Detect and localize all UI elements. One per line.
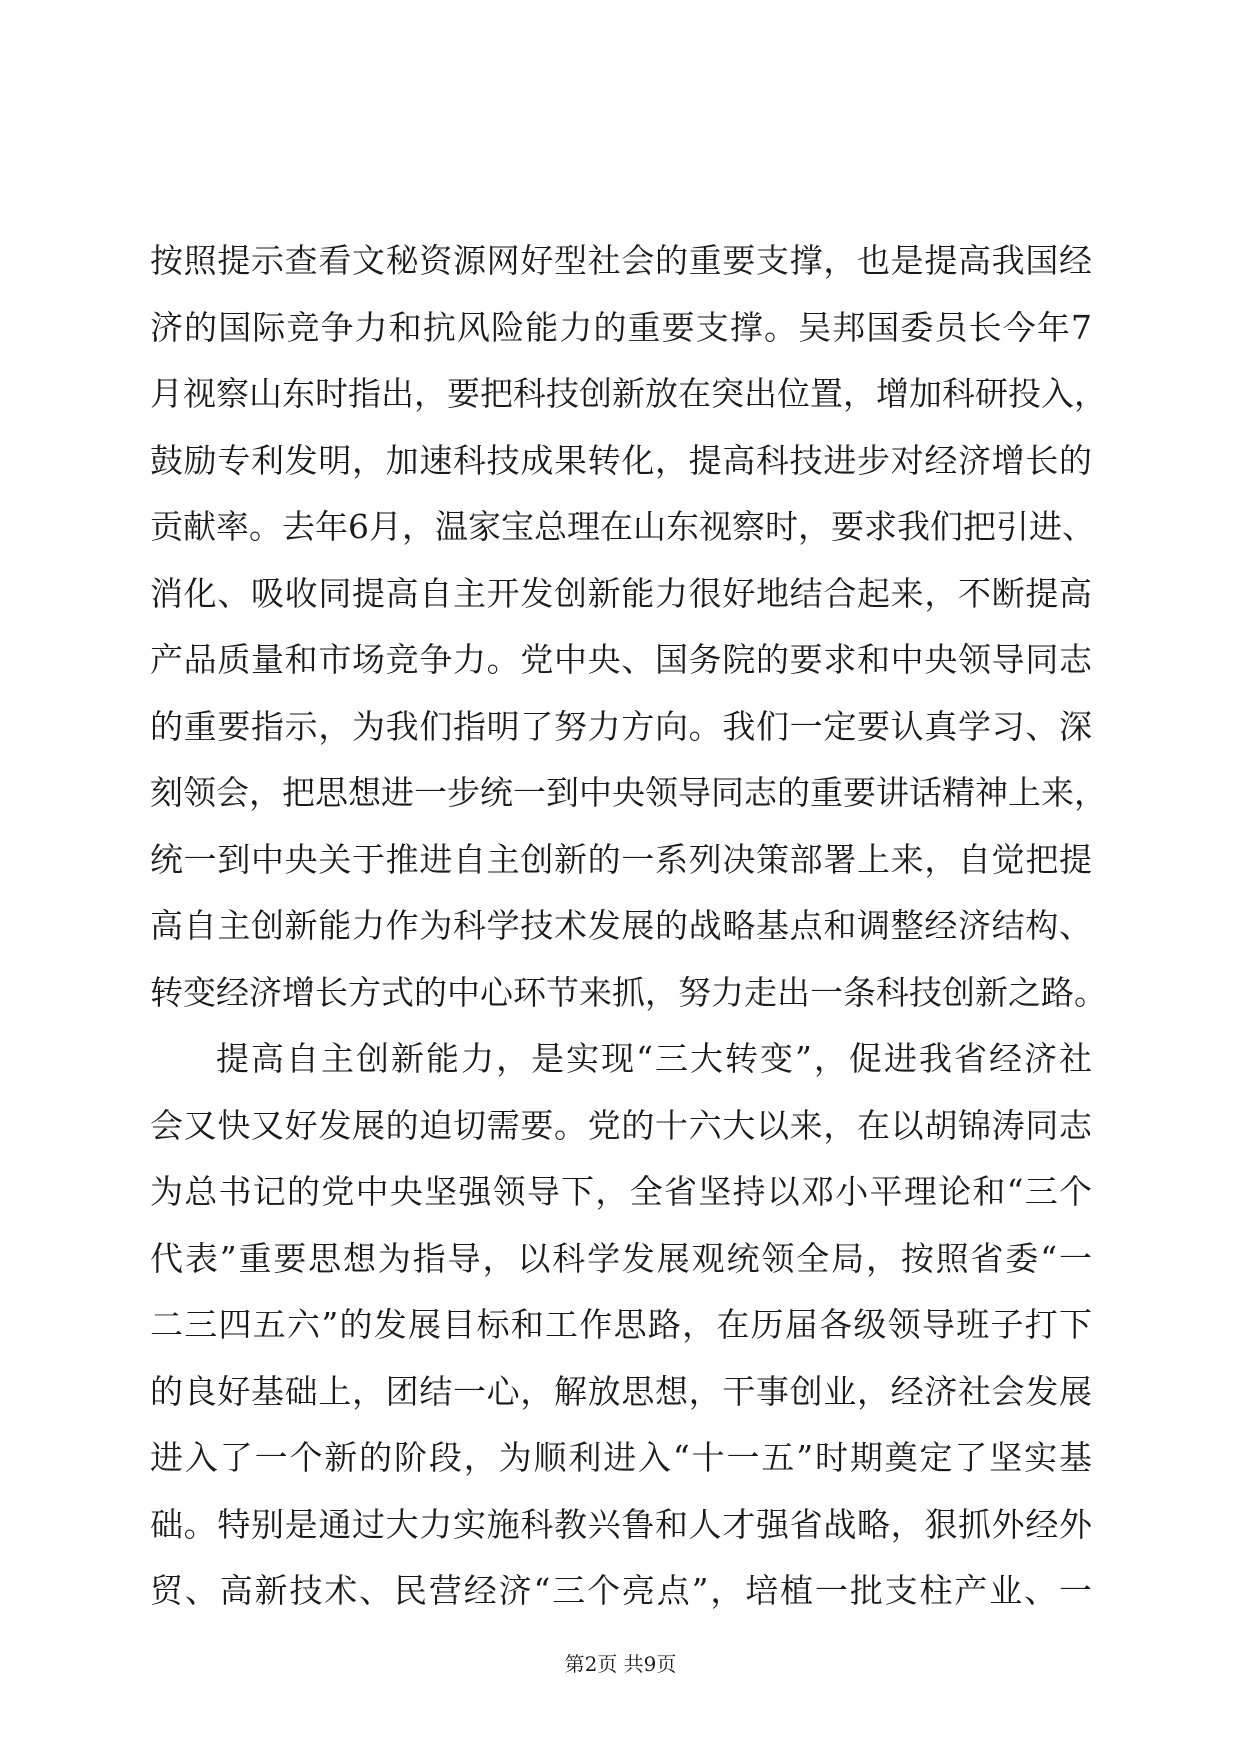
text-line: 进入了一个新的阶段，为顺利进入“十一五”时期奠定了坚实基 [150, 1438, 1092, 1477]
text-line: 统一到中央关于推进自主创新的一系列决策部署上来，自觉把提 [150, 839, 1092, 879]
document-body [150, 228, 1107, 1625]
text-line: 提高自主创新能力，是实现“三大转变”，促进我省经济社 [216, 1039, 1092, 1078]
text-line: 按照提示查看文秘资源网好型社会的重要支撑，也是提高我国经 [150, 241, 1092, 280]
text-line: 的重要指示，为我们指明了努力方向。我们一定要认真学习、深 [150, 706, 1092, 746]
text-line: 贡献率。去年6月，温家宝总理在山东视察时，要求我们把引进、 [150, 507, 1095, 546]
text-line: 贸、高新技术、民营经济“三个亮点”，培植一批支柱产业、一 [150, 1571, 1092, 1610]
text-line: 产品质量和市场竞争力。党中央、国务院的要求和中央领导同志 [150, 640, 1092, 679]
text-line: 础。特别是通过大力实施科教兴鲁和人才强省战略，狠抓外经外 [150, 1504, 1092, 1544]
text-line: 代表”重要思想为指导，以科学发展观统领全局，按照省委“一 [150, 1238, 1092, 1278]
text-line: 鼓励专利发明，加速科技成果转化，提高科技进步对经济增长的 [150, 440, 1092, 480]
text-line: 消化、吸收同提高自主开发创新能力很好地结合起来，不断提高 [150, 573, 1092, 613]
text-line: 刻领会，把思想进一步统一到中央领导同志的重要讲话精神上来， [150, 773, 1107, 812]
page-number-footer: 第2页 共9页 [564, 1652, 677, 1676]
text-line: 会又快又好发展的迫切需要。党的十六大以来，在以胡锦涛同志 [150, 1105, 1092, 1145]
text-line: 转变经济增长方式的中心环节来抓，努力走出一条科技创新之路。 [150, 972, 1107, 1012]
text-line: 高自主创新能力作为科学技术发展的战略基点和调整经济结构、 [150, 906, 1092, 945]
text-line: 为总书记的党中央坚强领导下，全省坚持以邓小平理论和“三个 [150, 1172, 1092, 1211]
text-line: 的良好基础上，团结一心，解放思想，干事创业，经济社会发展 [150, 1371, 1092, 1411]
text-line: 济的国际竞争力和抗风险能力的重要支撑。吴邦国委员长今年7 [150, 307, 1092, 347]
text-line: 月视察山东时指出，要把科技创新放在突出位置，增加科研投入， [150, 374, 1107, 413]
text-line: 二三四五六”的发展目标和工作思路，在历届各级领导班子打下 [150, 1305, 1092, 1344]
